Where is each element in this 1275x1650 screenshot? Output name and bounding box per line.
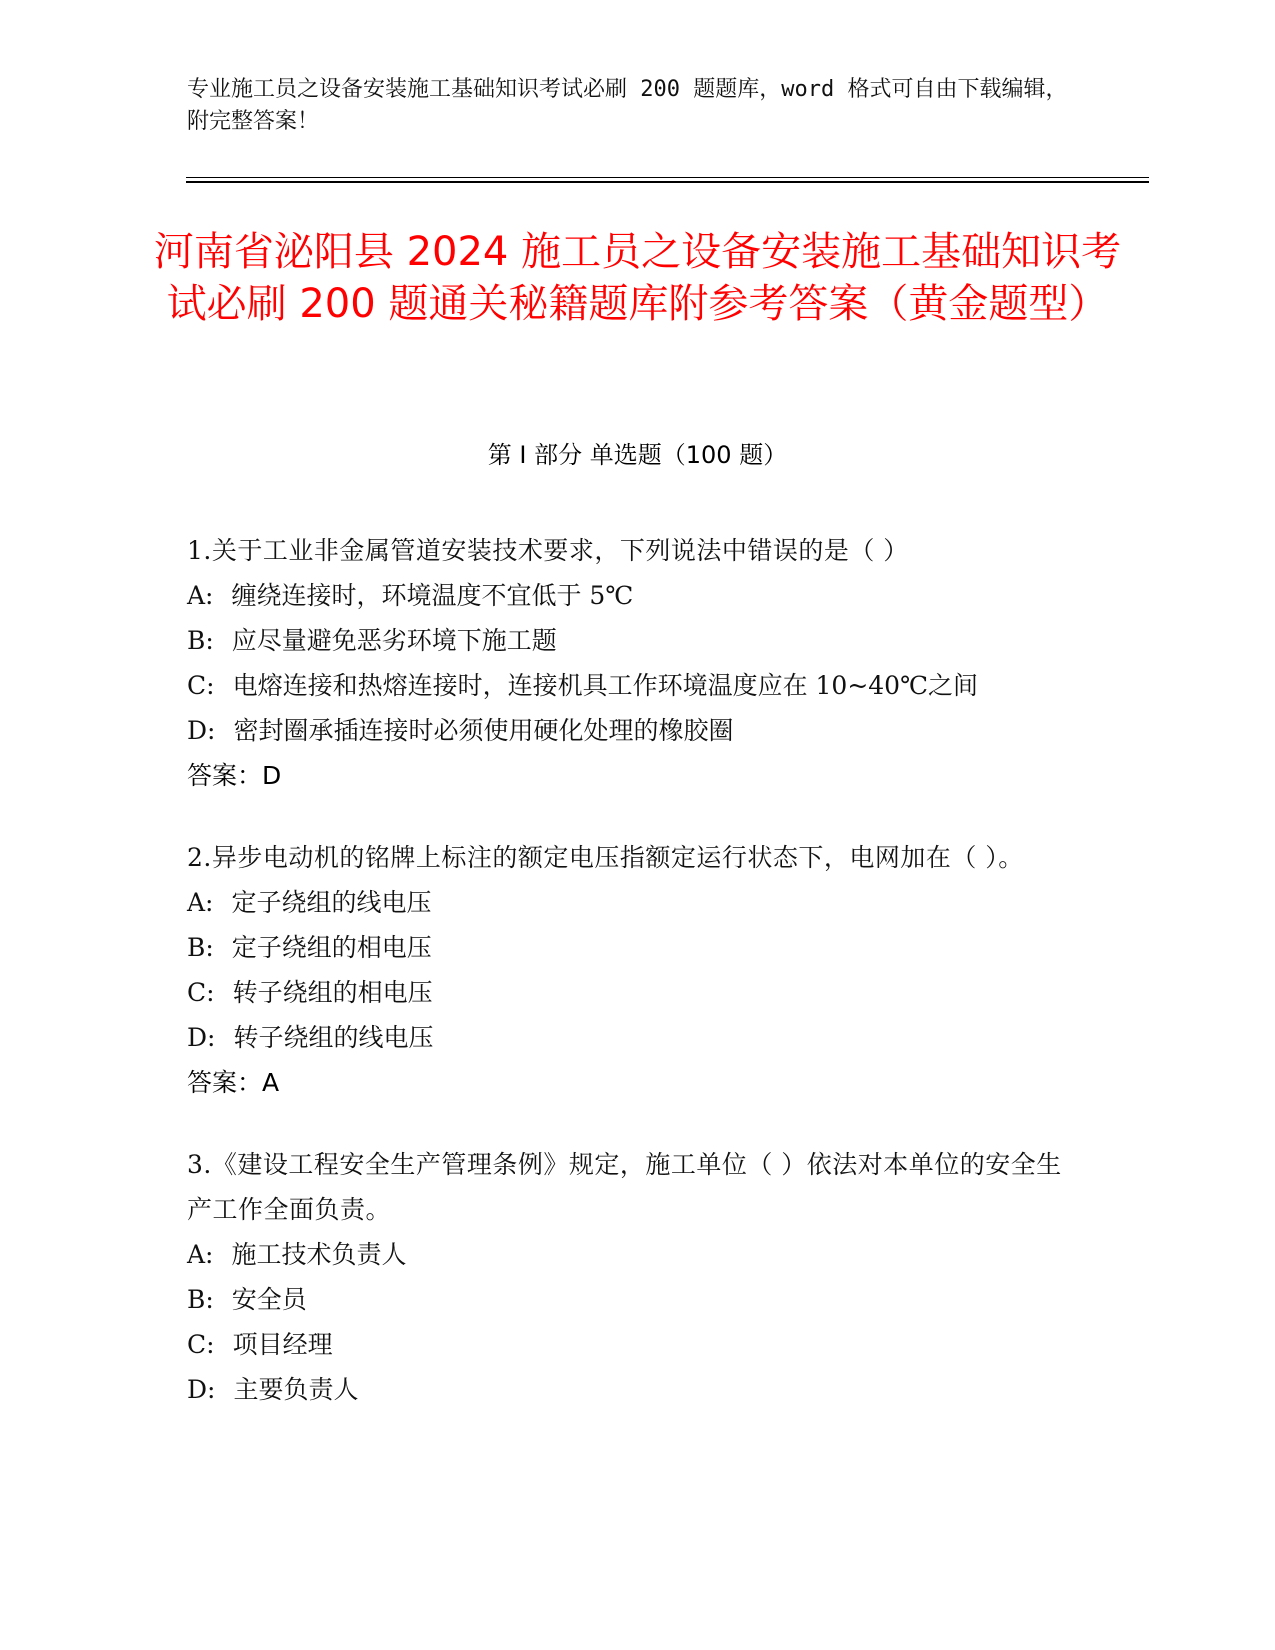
option-letter: D: [187,1375,216,1404]
option-letter: B: [187,1285,214,1314]
option-letter: C: [187,1330,215,1359]
option-b [187,618,1087,663]
document-title: 河南省泌阳县 2024 施工员之设备安装施工基础知识考试必刷 200 题通关秘籍题库附参考答案（黄金题型） [153,229,1122,327]
option-text: 应尽量避免恶劣环境下施工题 [231,626,557,655]
option-a [187,573,1087,618]
question-list [187,528,1087,1449]
option-d [187,1367,1087,1412]
option-text: 施工技术负责人 [231,1240,407,1269]
option-letter: B: [187,933,214,962]
option-letter: C: [187,978,215,1007]
option-a [187,1232,1087,1277]
option-letter: D: [187,1023,216,1052]
option-letter: A: [187,581,214,610]
answer-line: 答案：D [187,761,282,790]
option-a [187,880,1087,925]
question-stem: 3.《建设工程安全生产管理条例》规定，施工单位（ ）依法对本单位的安全生产工作全面负责。 [187,1150,1062,1224]
option-text: 转子绕组的线电压 [233,1023,434,1052]
option-letter: B: [187,626,214,655]
option-c [187,1322,1087,1367]
header-divider-thin [186,177,1149,178]
option-c [187,663,1087,708]
question-stem: 2.异步电动机的铭牌上标注的额定电压指额定运行状态下，电网加在（ ）。 [187,843,1024,872]
option-d [187,1015,1087,1060]
option-text: 主要负责人 [233,1375,359,1404]
option-d [187,708,1087,753]
option-text: 转子绕组的相电压 [232,978,433,1007]
question-1 [187,528,1087,798]
option-letter: A: [187,888,214,917]
option-c [187,970,1087,1015]
question-2 [187,835,1087,1105]
header-divider-thick [186,181,1149,183]
header-note: 专业施工员之设备安装施工基础知识考试必刷 200 题题库，word 格式可自由下载编辑，附完整答案！ [187,77,1068,134]
option-text: 安全员 [231,1285,307,1314]
question-3 [187,1142,1087,1412]
option-text: 项目经理 [232,1330,333,1359]
option-text: 电熔连接和热熔连接时，连接机具工作环境温度应在 10~40℃之间 [232,671,979,700]
option-text: 定子绕组的相电压 [231,933,432,962]
option-text: 定子绕组的线电压 [231,888,432,917]
question-stem: 1.关于工业非金属管道安装技术要求，下列说法中错误的是（ ） [187,536,909,565]
option-letter: D: [187,716,216,745]
option-text: 密封圈承插连接时必须使用硬化处理的橡胶圈 [233,716,734,745]
answer-line: 答案：A [187,1068,280,1097]
option-letter: A: [187,1240,214,1269]
option-b [187,1277,1087,1322]
option-b [187,925,1087,970]
option-letter: C: [187,671,215,700]
option-text: 缠绕连接时，环境温度不宜低于 5℃ [231,581,634,610]
section-title: 第 I 部分 单选题（100 题） [487,441,788,469]
